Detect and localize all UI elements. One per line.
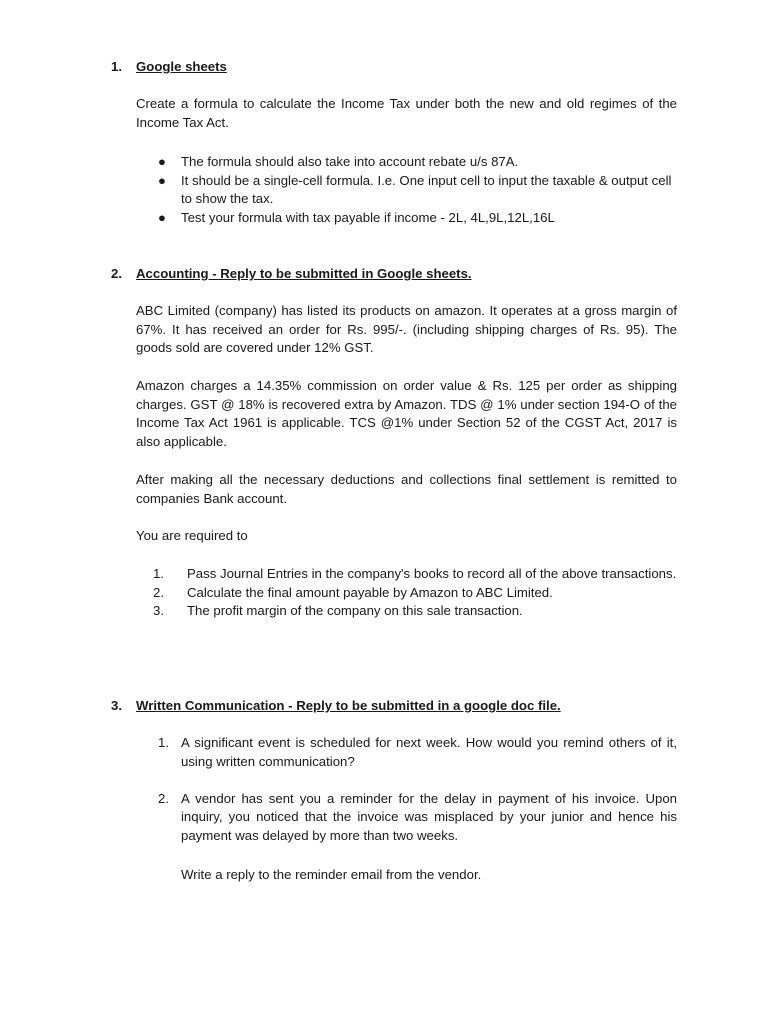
- bullet-text: Test your formula with tax payable if income - 2L, 4L,9L,12L,16L: [181, 209, 555, 225]
- section-2-paragraph: Amazon charges a 14.35% commission on order value & Rs. 125 per order as shipping charges. GST @ 18% is recovered extra by Amazon. TDS @ 1% under section 194-O of the Income Tax Act 1961 is applicable. TCS @1% under Section 52 of the CGST Act, 2017 is also applicable.: [136, 378, 677, 449]
- section-1-intro: Create a formula to calculate the Income Tax under both the new and old regimes of the Income Tax Act.: [136, 96, 677, 130]
- item-text: The profit margin of the company on this sale transaction.: [187, 603, 523, 619]
- section-3-question-list: [158, 734, 677, 846]
- list-item: [153, 584, 677, 603]
- list-item: [158, 790, 677, 846]
- bullet-item: [136, 153, 677, 172]
- section-1-title: Google sheets: [136, 59, 227, 74]
- item-text: A significant event is scheduled for next week. How would you remind others of it, using written communication?: [181, 735, 677, 769]
- item-text: Calculate the final amount payable by Amazon to ABC Limited.: [187, 584, 553, 600]
- bullet-item: [136, 209, 677, 228]
- item-number: 1.: [158, 735, 169, 750]
- list-item: [153, 602, 677, 621]
- section-1-bullet-list: [136, 153, 677, 227]
- section-2-title: Accounting - Reply to be submitted in Google sheets.: [136, 266, 472, 281]
- bullet-icon: ●: [158, 154, 166, 169]
- bullet-icon: ●: [158, 209, 166, 225]
- item-number: 2.: [158, 790, 169, 806]
- item-text: A vendor has sent you a reminder for the delay in payment of his invoice. Upon inquiry, you noticed that the invoice was misplaced by your junior and hence his payment was delayed by more than two weeks.: [181, 790, 677, 843]
- item-number: 2.: [153, 584, 164, 600]
- list-item: [153, 565, 677, 584]
- section-2-task-list: [153, 565, 677, 621]
- item-number: 3.: [153, 603, 164, 619]
- section-2-paragraph: You are required to: [136, 528, 248, 543]
- section-1-number: 1.: [111, 59, 122, 74]
- section-2-paragraph: After making all the necessary deductions and collections final settlement is remitted to companies Bank account.: [136, 472, 677, 506]
- bullet-icon: ●: [158, 172, 166, 188]
- section-3-number: 3.: [111, 698, 122, 713]
- list-item: [158, 734, 677, 771]
- item-number: 1.: [153, 566, 164, 581]
- section-3-title: Written Communication - Reply to be submitted in a google doc file.: [136, 698, 561, 713]
- bullet-item: [136, 172, 677, 209]
- section-2-paragraph: ABC Limited (company) has listed its products on amazon. It operates at a gross margin of 67%. It has received an order for Rs. 995/-. (including shipping charges of Rs. 95). The goods sold are covered under 12% GST.: [136, 303, 677, 356]
- bullet-text: The formula should also take into account rebate u/s 87A.: [181, 154, 519, 169]
- section-3-closing: Write a reply to the reminder email from the vendor.: [181, 867, 482, 882]
- item-text: Pass Journal Entries in the company's books to record all of the above transactions.: [187, 566, 677, 581]
- section-2-number: 2.: [111, 266, 122, 281]
- bullet-text: It should be a single-cell formula. I.e. One input cell to input the taxable & output cell to show the tax.: [181, 172, 672, 207]
